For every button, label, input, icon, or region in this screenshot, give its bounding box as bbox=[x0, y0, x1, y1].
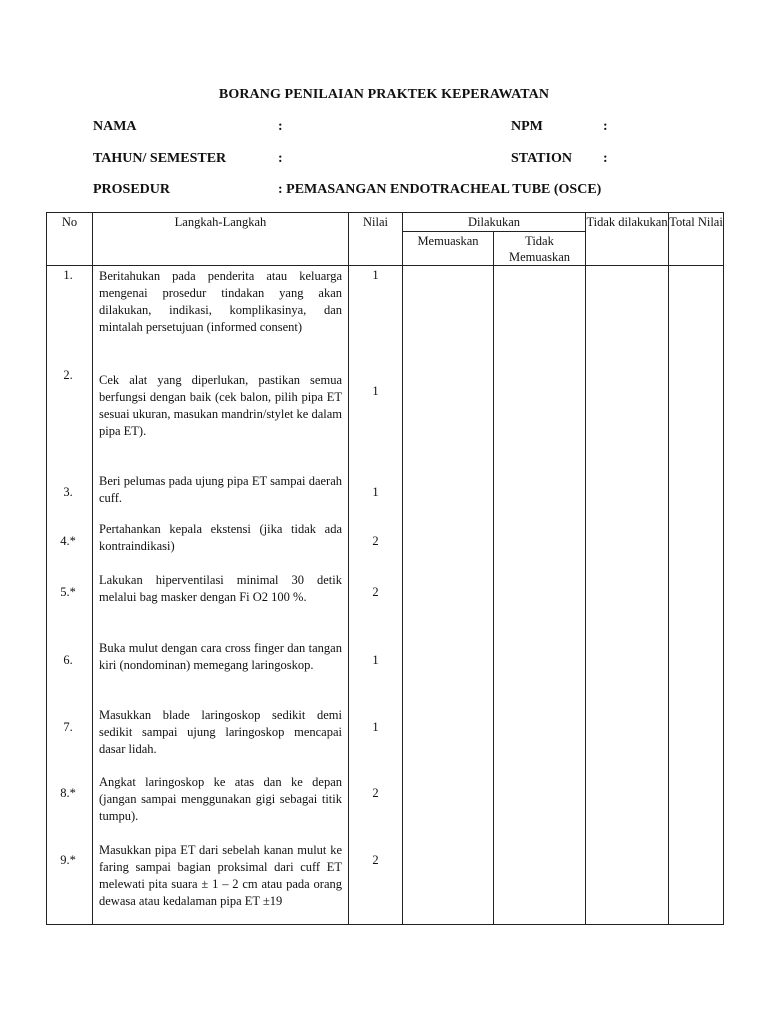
step-description: Cek alat yang diperlukan, pastikan semua berfungsi dengan baik (cek balon, pilih pipa ET sesuai ukuran, masukan mandrin/stylet ke dalam pipa ET). bbox=[99, 373, 342, 438]
header-langkah: Langkah-Langkah bbox=[93, 213, 349, 266]
step-number: 2. bbox=[63, 368, 73, 382]
step-nilai: 2 bbox=[372, 853, 379, 867]
step-number: 6. bbox=[63, 653, 73, 667]
npm-colon: : bbox=[603, 119, 608, 134]
step-nilai: 1 bbox=[372, 653, 379, 667]
step-nilai: 1 bbox=[372, 268, 379, 282]
step-number: 7. bbox=[63, 720, 73, 734]
step-number: 5.* bbox=[60, 585, 76, 599]
step-number: 4.* bbox=[60, 534, 76, 548]
step-number: 9.* bbox=[60, 853, 76, 867]
memuaskan-column[interactable] bbox=[403, 266, 494, 925]
tidak-dilakukan-column[interactable] bbox=[586, 266, 669, 925]
station-label: STATION bbox=[511, 151, 572, 166]
nama-label: NAMA bbox=[93, 119, 137, 134]
nilai-column bbox=[349, 266, 403, 925]
tahun-semester-colon: : bbox=[278, 151, 283, 166]
prosedur-value: : PEMASANGAN ENDOTRACHEAL TUBE (OSCE) bbox=[278, 182, 602, 197]
npm-label: NPM bbox=[511, 119, 543, 134]
form-title: BORANG PENILAIAN PRAKTEK KEPERAWATAN bbox=[218, 87, 550, 102]
step-description: Pertahankan kepala ekstensi (jika tidak ada kontraindikasi) bbox=[99, 522, 342, 553]
step-nilai: 1 bbox=[372, 384, 379, 398]
step-number: 8.* bbox=[60, 786, 76, 800]
step-description: Buka mulut dengan cara cross finger dan tangan kiri (nondominan) memegang laringoskop. bbox=[99, 641, 342, 672]
header-total-nilai: Total Nilai bbox=[669, 213, 724, 266]
step-number: 1. bbox=[63, 268, 73, 282]
header-tidak-dilakukan: Tidak dilakukan bbox=[586, 213, 669, 266]
step-description: Lakukan hiperventilasi minimal 30 detik melalui bag masker dengan Fi O2 100 %. bbox=[99, 573, 342, 604]
nama-colon: : bbox=[278, 119, 283, 134]
step-nilai: 2 bbox=[372, 534, 379, 548]
station-colon: : bbox=[603, 151, 608, 166]
header-tidak-memuaskan: Tidak Memuaskan bbox=[494, 232, 586, 266]
no-column bbox=[47, 266, 93, 925]
header-memuaskan: Memuaskan bbox=[403, 232, 494, 266]
tahun-semester-label: TAHUN/ SEMESTER bbox=[93, 151, 227, 166]
header-no: No bbox=[47, 213, 93, 266]
total-nilai-column[interactable] bbox=[669, 266, 724, 925]
step-description: Beritahukan pada penderita atau keluarga mengenai prosedur tindakan yang akan dilakukan, indikasi, komplikasinya, dan mintalah persetujuan (informed consent) bbox=[99, 269, 342, 334]
table-body-row bbox=[47, 266, 724, 925]
step-description: Angkat laringoskop ke atas dan ke depan (jangan sampai menggunakan gigi sebagai titik tumpu). bbox=[99, 775, 342, 823]
step-description: Beri pelumas pada ujung pipa ET sampai daerah cuff. bbox=[99, 474, 342, 505]
step-nilai: 1 bbox=[372, 720, 379, 734]
header-nilai: Nilai bbox=[349, 213, 403, 266]
step-description: Masukkan blade laringoskop sedikit demi sedikit sampai ujung laringoskop mencapai dasar lidah. bbox=[99, 708, 342, 756]
step-nilai: 2 bbox=[372, 786, 379, 800]
step-nilai: 2 bbox=[372, 585, 379, 599]
step-number: 3. bbox=[63, 485, 73, 499]
assessment-table bbox=[46, 212, 724, 925]
tidak-memuaskan-column[interactable] bbox=[494, 266, 586, 925]
step-description: Masukkan pipa ET dari sebelah kanan mulut ke faring sampai bagian proksimal dari cuff ET melewati pita suara ± 1 – 2 cm atau pada orang dewasa atau kedalaman pipa ET ±19 bbox=[99, 843, 342, 908]
step-nilai: 1 bbox=[372, 485, 379, 499]
header-dilakukan: Dilakukan bbox=[403, 213, 586, 232]
prosedur-label: PROSEDUR bbox=[93, 182, 171, 197]
langkah-column bbox=[93, 266, 349, 925]
